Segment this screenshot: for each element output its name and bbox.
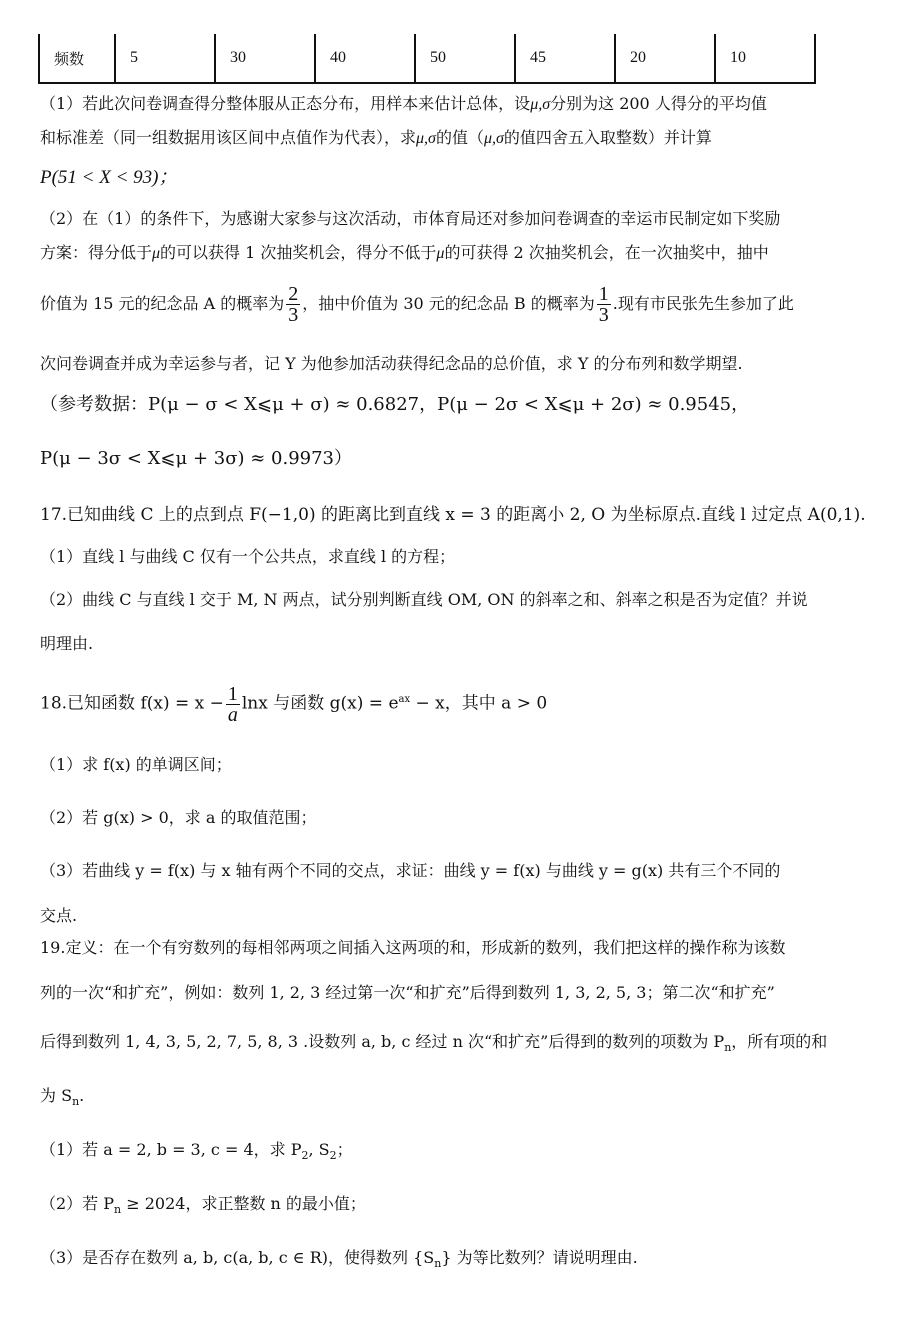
q18-stem: 18.已知函数 f(x) = x − $\frac{1}{a}$ lnx 与函数 $g(x) = e^{ax} - x$，其中 a > 0 — [40, 682, 548, 726]
q19-stem-line3: 后得到数列 1, 4, 3, 5, 2, 7, 5, 8, 3 .设数列 a, b, c 经过 n 次“和扩充”后得到的数列的项数为 $P_n$，所有项的和 — [40, 1032, 828, 1055]
table-cell: 5 — [115, 34, 215, 83]
table-header-cell: 频数 — [39, 34, 115, 83]
table-cell: 45 — [515, 34, 615, 83]
q16-part1-line3: P(51 < X < 93)； — [40, 167, 178, 188]
fraction-one-third: $\frac{1}{3}$ — [598, 283, 609, 326]
q18-part2: （2）若 g(x) > 0，求 a 的取值范围； — [40, 808, 317, 827]
q17-part1: （1）直线 l 与曲线 C 仅有一个公共点，求直线 l 的方程； — [40, 547, 456, 566]
q16-part1-line1: （1）若此次问卷调查得分整体服从正态分布，用样本来估计总体，设μ,σ分别为这 200 人得分的平均值 — [40, 94, 767, 113]
q16-part1-line2: 和标准差（同一组数据用该区间中点值作为代表），求μ,σ的值（μ,σ的值四舍五入取整数）并计算 — [40, 128, 712, 147]
q19-stem-line1: 19.定义：在一个有穷数列的每相邻两项之间插入这两项的和，形成新的数列，我们把这样的操作称为该数 — [40, 938, 786, 957]
q18-part1: （1）求 f(x) 的单调区间； — [40, 755, 232, 774]
q16-reference-line2: P(μ − 3σ < X⩽μ + 3σ) ≈ 0.9973） — [40, 448, 353, 469]
table-cell: 50 — [415, 34, 515, 83]
q19-stem-line4: 为 $S_n$. — [40, 1086, 85, 1109]
q19-part2: （2）若 $P_n \ge 2024$，求正整数 n 的最小值； — [40, 1194, 366, 1217]
frequency-table — [38, 34, 816, 84]
fraction-two-thirds: $\frac{2}{3}$ — [288, 283, 299, 326]
q18-part3-line1: （3）若曲线 y = f(x) 与 x 轴有两个不同的交点，求证：曲线 y = f(x) 与曲线 y = g(x) 共有三个不同的 — [40, 861, 781, 880]
q17-stem: 17.已知曲线 C 上的点到点 F(−1,0) 的距离比到直线 x = 3 的距离小 2, O 为坐标原点.直线 l 过定点 A(0,1). — [40, 505, 866, 525]
q16-reference-line1: （参考数据：P(μ − σ < X⩽μ + σ) ≈ 0.6827，P(μ − 2σ < X⩽μ + 2σ) ≈ 0.9545， — [40, 394, 750, 415]
q16-part2-line2: 方案：得分低于μ的可以获得 1 次抽奖机会，得分不低于μ的可获得 2 次抽奖机会，在一次抽奖中，抽中 — [40, 243, 769, 262]
q19-part3: （3）是否存在数列 a, b, c(a, b, c ∈ R)，使得数列 $\{S_n\}$ 为等比数列？请说明理由. — [40, 1248, 638, 1271]
q19-part1: （1）若 a = 2, b = 3, c = 4，求 $P_2$, $S_2$； — [40, 1140, 353, 1163]
q19-stem-line2: 列的一次“和扩充”，例如：数列 1, 2, 3 经过第一次“和扩充”后得到数列 1, 3, 2, 5, 3；第二次“和扩充” — [40, 983, 775, 1002]
q18-part3-line2: 交点. — [40, 906, 78, 925]
table-cell: 40 — [315, 34, 415, 83]
q16-part2-line4: 次问卷调查并成为幸运参与者，记 Y 为他参加活动获得纪念品的总价值，求 Y 的分布列和数学期望. — [40, 354, 743, 373]
table-cell: 20 — [615, 34, 715, 83]
q17-part2-line2: 明理由. — [40, 634, 94, 653]
fraction-one-over-a: $\frac{1}{a}$ — [227, 682, 238, 726]
q17-part2-line1: （2）曲线 C 与直线 l 交于 M, N 两点，试分别判断直线 OM, ON 的斜率之和、斜率之积是否为定值？并说 — [40, 590, 808, 609]
q16-part2-line1: （2）在（1）的条件下，为感谢大家参与这次活动，市体育局还对参加问卷调查的幸运市民制定如下奖励 — [40, 209, 781, 228]
table-row — [39, 34, 815, 83]
table-cell: 30 — [215, 34, 315, 83]
table-cell: 10 — [715, 34, 815, 83]
q16-part2-line3: 价值为 15 元的纪念品 A 的概率为 $\frac{2}{3}$ ，抽中价值为 30 元的纪念品 B 的概率为 $\frac{1}{3}$ .现有市民张先生参加了此 — [40, 283, 794, 326]
